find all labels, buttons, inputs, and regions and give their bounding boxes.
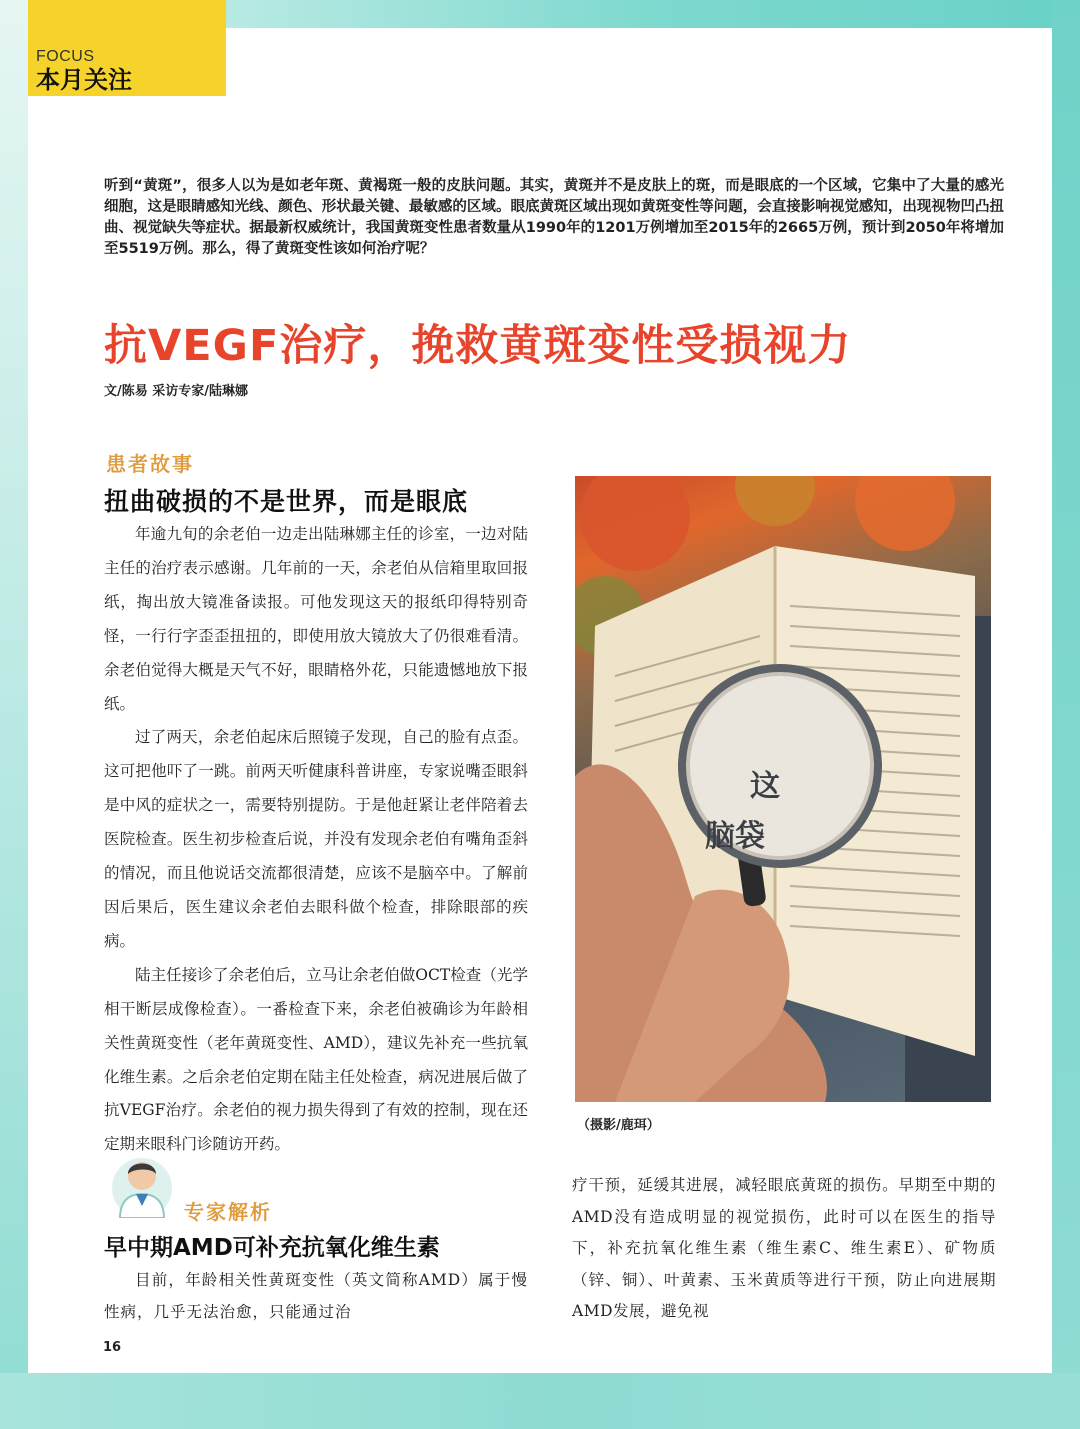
body-paragraph: 过了两天，余老伯起床后照镜子发现，自己的脸有点歪。这可把他吓了一跳。前两天听健康科普讲座，专家说嘴歪眼斜是中风的症状之一，需要特别提防。于是他赶紧让老伴陪着去医院检查。医生初步检查后说，并没有发现余老伯有嘴角歪斜的情况，而且他说话交流都很清楚，应该不是脑卒中。了解前因后果后，医生建议余老伯去眼科做个检查，排除眼部的疾病。 <box>104 728 528 950</box>
section-label-expert: 专家解析 <box>184 1200 272 1224</box>
magnifier-text-2: 脑袋 <box>705 819 765 854</box>
magnifier-text-1: 这 <box>750 769 780 804</box>
section-label-patient-story: 患者故事 <box>106 452 194 476</box>
body-paragraph: 年逾九旬的余老伯一边走出陆琳娜主任的诊室，一边对陆主任的治疗表示感谢。几年前的一天，余老伯从信箱里取回报纸，掏出放大镜准备读报。可他发现这天的报纸印得特别奇怪，一行行字歪歪扭扭的，即使用放大镜放大了仍很难看清。余老伯觉得大概是天气不好，眼睛格外花，只能遗憾地放下报纸。 <box>104 525 528 713</box>
body-paragraph: 目前，年龄相关性黄斑变性（英文简称AMD）属于慢性病，几乎无法治愈，只能通过治 <box>104 1271 528 1321</box>
magnifier-photo <box>575 476 991 1102</box>
expert-body-left <box>104 1264 528 1328</box>
doctor-icon <box>106 1148 178 1218</box>
section-heading-expert: 早中期AMD可补充抗氧化维生素 <box>104 1235 440 1261</box>
focus-label-en: FOCUS <box>36 48 95 65</box>
patient-story-body <box>104 518 528 1162</box>
magnifier-photo-illustration <box>575 476 991 1102</box>
expert-body-right: 疗干预，延缓其进展，减轻眼底黄斑的损伤。早期至中期的AMD没有造成明显的视觉损伤，此时可以在医生的指导下，补充抗氧化维生素（维生素C、维生素E）、矿物质（锌、铜）、叶黄素、玉米黄质等进行干预，防止向进展期AMD发展，避免视 <box>572 1176 996 1320</box>
page-frame-right <box>1052 0 1080 1429</box>
page-number: 16 <box>103 1340 122 1355</box>
article-byline: 文/陈易 采访专家/陆琳娜 <box>104 384 249 399</box>
intro-paragraph: 听到“黄斑”，很多人以为是如老年斑、黄褐斑一般的皮肤问题。其实，黄斑并不是皮肤上的斑，而是眼底的一个区域，它集中了大量的感光细胞，这是眼睛感知光线、颜色、形状最关键、最敏感的区域。眼底黄斑区域出现如黄斑变性等问题，会直接影响视觉感知，出现视物凹凸扭曲、视觉缺失等症状。据最新权威统计，我国黄斑变性患者数量从1990年的1201万例增加至2015年的2665万例，预计到2050年将增加至5519万例。那么，得了黄斑变性该如何治疗呢？ <box>104 178 1004 257</box>
focus-label-cn: 本月关注 <box>36 66 132 94</box>
photo-caption: （摄影/鹿珥） <box>577 1118 660 1133</box>
focus-header-box <box>28 0 226 96</box>
body-paragraph: 陆主任接诊了余老伯后，立马让余老伯做OCT检查（光学相干断层成像检查）。一番检查下来，余老伯被确诊为年龄相关性黄斑变性（老年黄斑变性、AMD），建议先补充一些抗氧化维生素。之后余老伯定期在陆主任处检查，病况进展后做了抗VEGF治疗。余老伯的视力损失得到了有效的控制，现在还定期来眼科门诊随访开药。 <box>104 965 528 1154</box>
article-title: 抗VEGF治疗，挽救黄斑变性受损视力 <box>104 321 852 371</box>
page-frame-bottom <box>0 1373 1080 1429</box>
page-frame-left <box>0 0 28 1429</box>
section-heading-patient-story: 扭曲破损的不是世界，而是眼底 <box>104 487 469 516</box>
